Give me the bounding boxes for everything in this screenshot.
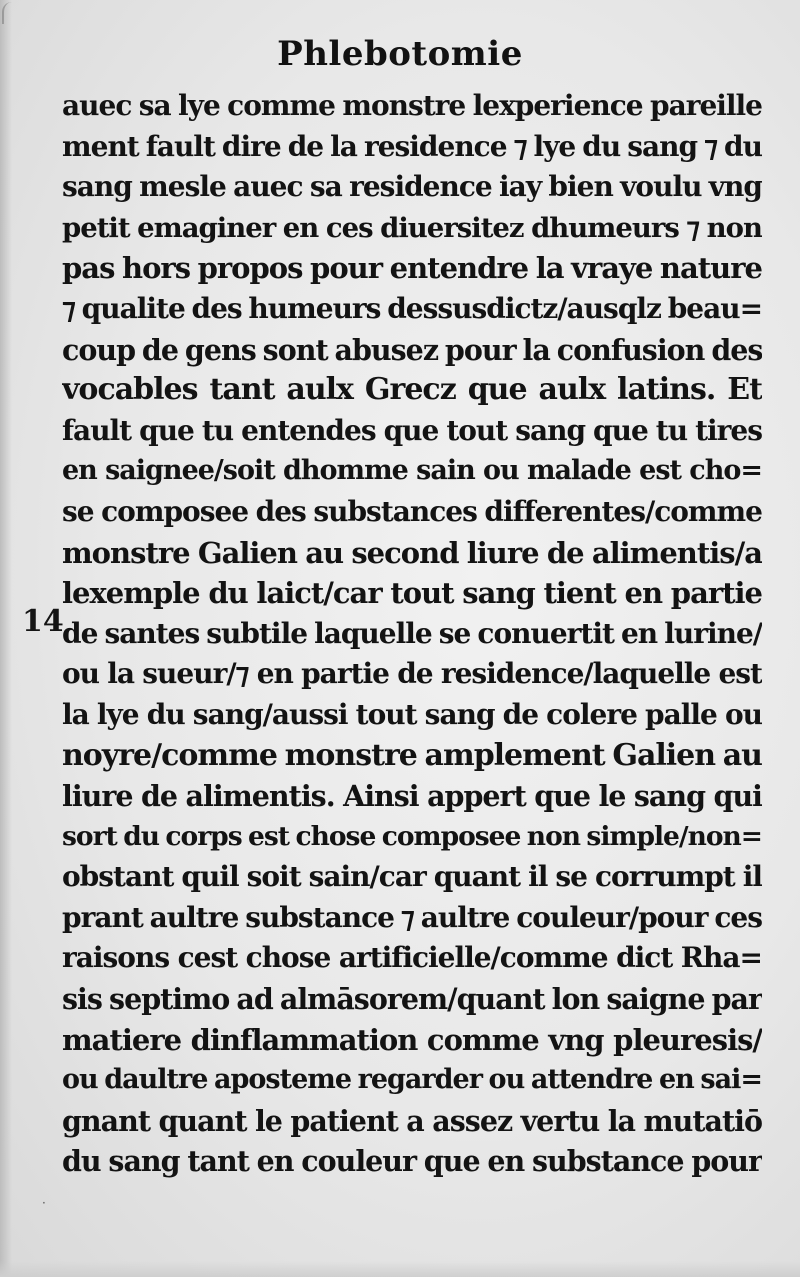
text-line: se composee des substances differentes/comme <box>62 494 762 528</box>
text-line: pas hors propos pour entendre la vraye nature <box>62 251 762 286</box>
corner-fold-mark <box>2 2 14 24</box>
margin-number: 14 <box>22 604 64 639</box>
text-line: coup de gens sont abusez pour la confusion des <box>62 332 762 367</box>
text-line: prant aultre substance ⁊ aultre couleur/pour ces <box>62 900 762 934</box>
text-line: petit emaginer en ces diuersitez dhumeurs ⁊ non <box>62 211 762 244</box>
text-block <box>62 86 762 1182</box>
text-line: auec sa lye comme monstre lexperience pareille <box>62 89 762 122</box>
text-line: sort du corps est chose composee non simple/non= <box>62 820 762 852</box>
text-line: ou daultre aposteme regarder ou attendre en sai= <box>62 1064 762 1096</box>
text-line: vocables tant aulx Grecz que aulx latins. Et <box>62 372 762 408</box>
text-line: lexemple du laict/car tout sang tient en partie <box>62 576 762 611</box>
text-line: sang mesle auec sa residence iay bien voulu vng <box>62 170 762 204</box>
running-header: Phlebotomie <box>277 34 523 74</box>
text-line: ⁊ qualite des humeurs dessusdictz/ausqlz beau= <box>62 291 762 325</box>
text-line: la lye du sang/aussi tout sang de colere palle ou <box>62 697 762 731</box>
text-line: en saignee/soit dhomme sain ou malade est cho= <box>62 455 762 487</box>
text-line: liure de alimentis. Ainsi appert que le sang qui <box>62 779 762 814</box>
text-line: gnant quant le patient a assez vertu la mutatiō <box>62 1103 762 1138</box>
page-left-edge-shadow <box>0 0 12 1277</box>
text-line: de santes subtile laquelle se conuertit en lurine/ <box>62 616 762 650</box>
page-bottom-edge-shadow <box>0 1261 800 1277</box>
text-line: sis septimo ad almāsorem/quant lon saigne par <box>62 982 762 1017</box>
text-line: du sang tant en couleur que en substance pour <box>62 1144 762 1179</box>
text-line: noyre/comme monstre amplement Galien au <box>62 737 762 773</box>
text-line: ment fault dire de la residence ⁊ lye du sang ⁊ du <box>62 129 762 163</box>
text-line: ou la sueur/⁊ en partie de residence/laquelle est <box>62 657 762 691</box>
edge-speck: · <box>42 1196 46 1210</box>
text-line: matiere dinflammation comme vng pleuresis/ <box>62 1022 762 1057</box>
text-line: fault que tu entendes que tout sang que tu tires <box>62 413 762 447</box>
text-line: raisons cest chose artificielle/comme dict Rha= <box>62 941 762 975</box>
text-line: obstant quil soit sain/car quant il se corrumpt il <box>62 860 762 894</box>
text-line: monstre Galien au second liure de alimentis/a <box>62 535 762 570</box>
